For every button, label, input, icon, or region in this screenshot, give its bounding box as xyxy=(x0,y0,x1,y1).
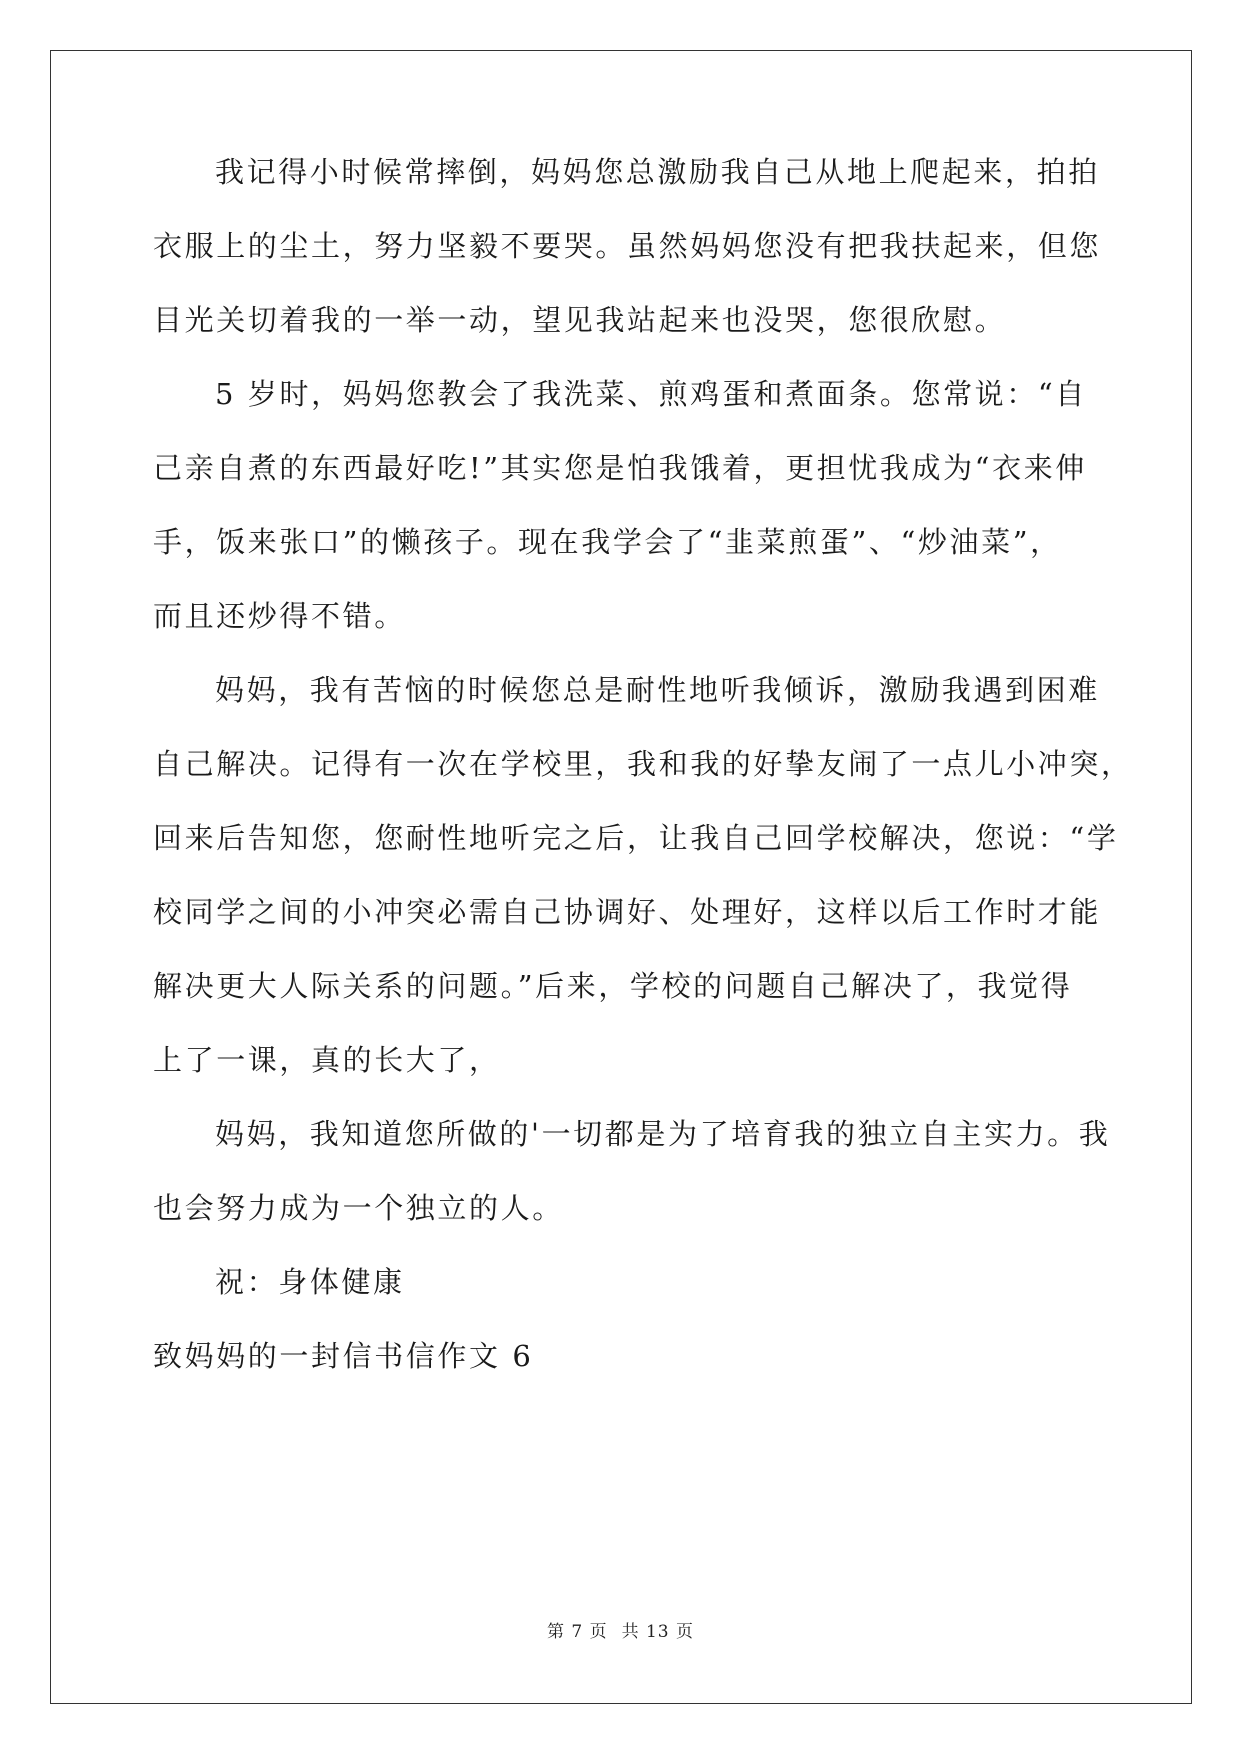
page-total: 共 13 页 xyxy=(621,1622,695,1642)
paragraph-3-line-6: 上了一课，真的长大了， xyxy=(153,1043,501,1077)
paragraph-1-line-3: 目光关切着我的一举一动，望见我站起来也没哭，您很欣慰。 xyxy=(153,303,1007,337)
next-essay-title: 致妈妈的一封信书信作文 6 xyxy=(153,1339,534,1373)
page-footer xyxy=(0,1620,1241,1644)
paragraph-4-line-1: 妈妈，我知道您所做的'一切都是为了培育我的独立自主实力。我 xyxy=(215,1117,1111,1151)
paragraph-2-line-4: 而且还炒得不错。 xyxy=(153,599,406,633)
paragraph-2-line-1: 5 岁时，妈妈您教会了我洗菜、煎鸡蛋和煮面条。您常说：“自 xyxy=(215,377,1087,411)
page-border xyxy=(50,50,1192,1704)
paragraph-4-line-2: 也会努力成为一个独立的人。 xyxy=(153,1191,564,1225)
closing-wish: 祝：身体健康 xyxy=(215,1265,405,1299)
paragraph-2-line-3: 手，饭来张口”的懒孩子。现在我学会了“韭菜煎蛋”、“炒油菜”， xyxy=(153,525,1062,559)
paragraph-1-line-1: 我记得小时候常摔倒，妈妈您总激励我自己从地上爬起来，拍拍 xyxy=(215,155,1100,189)
paragraph-3-line-1: 妈妈，我有苦恼的时候您总是耐性地听我倾诉，激励我遇到困难 xyxy=(215,673,1100,707)
page-number: 第 7 页 xyxy=(546,1622,608,1642)
paragraph-3-line-2: 自己解决。记得有一次在学校里，我和我的好挚友闹了一点儿小冲突， xyxy=(153,747,1133,781)
paragraph-3-line-5: 解决更大人际关系的问题。”后来，学校的问题自己解决了，我觉得 xyxy=(153,969,1073,1003)
paragraph-2-line-2: 己亲自煮的东西最好吃!”其实您是怕我饿着，更担忧我成为“衣来伸 xyxy=(153,451,1087,485)
paragraph-1-line-2: 衣服上的尘土，努力坚毅不要哭。虽然妈妈您没有把我扶起来，但您 xyxy=(153,229,1102,263)
paragraph-3-line-4: 校同学之间的小冲突必需自己协调好、处理好，这样以后工作时才能 xyxy=(153,895,1102,929)
paragraph-3-line-3: 回来后告知您，您耐性地听完之后，让我自己回学校解决，您说：“学 xyxy=(153,821,1119,855)
